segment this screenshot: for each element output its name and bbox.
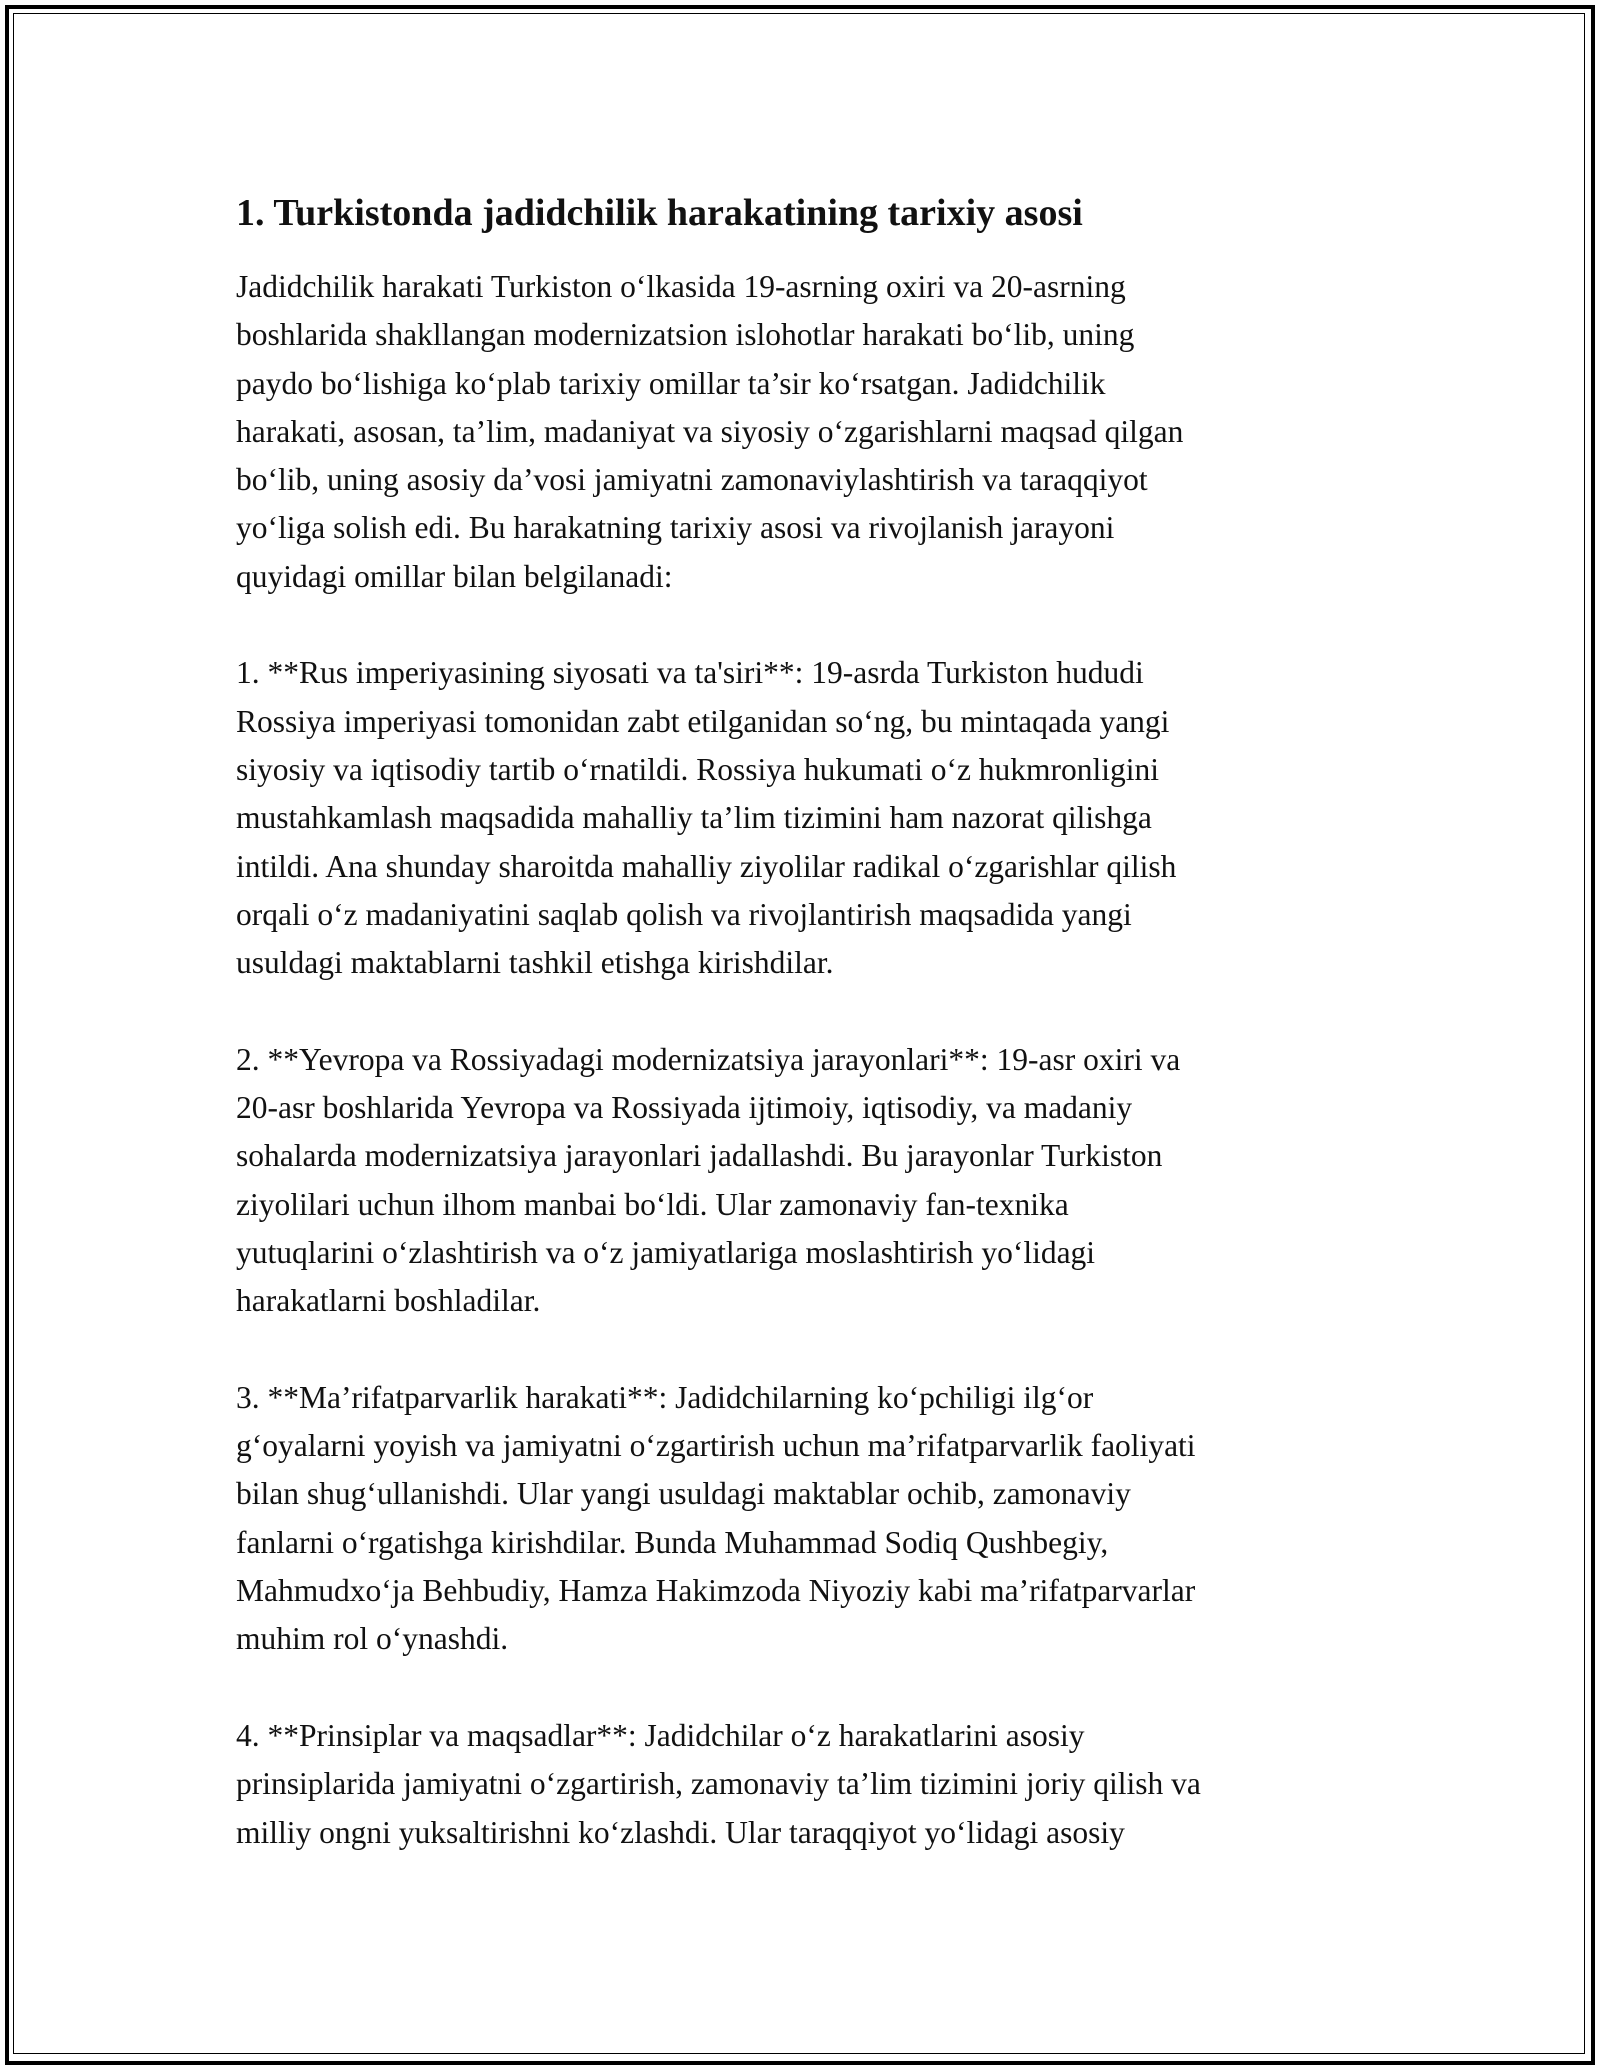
list-item-2-paragraph: [236, 1036, 1366, 1326]
list-item-1-paragraph: [236, 649, 1366, 987]
paragraph-line: milliy ongni yuksaltirishni ko‘zlashdi. Ular taraqqiyot yo‘lidagi asosiy: [236, 1814, 1125, 1850]
paragraph-line: bilan shug‘ullanishdi. Ular yangi usuldagi maktablar ochib, zamonaviy: [236, 1476, 1131, 1512]
paragraph-line: 2. **Yevropa va Rossiyadagi modernizatsiya jarayonlari**: 19-asr oxiri va: [236, 1041, 1181, 1077]
paragraph-line: intildi. Ana shunday sharoitda mahalliy ziyolilar radikal o‘zgarishlar qilish: [236, 848, 1177, 884]
paragraph-line: fanlarni o‘rgatishga kirishdilar. Bunda Muhammad Sodiq Qushbegiy,: [236, 1524, 1109, 1560]
paragraph-line: g‘oyalarni yoyish va jamiyatni o‘zgartirish uchun ma’rifatparvarlik faoliyati: [236, 1428, 1196, 1464]
list-item-4-paragraph: [236, 1712, 1366, 1857]
paragraph-line: Rossiya imperiyasi tomonidan zabt etilganidan so‘ng, bu mintaqada yangi: [236, 703, 1170, 739]
intro-paragraph: [236, 263, 1366, 601]
paragraph-line: harakati, asosan, ta’lim, madaniyat va siyosiy o‘zgarishlarni maqsad qilgan: [236, 413, 1184, 449]
paragraph-line: 20-asr boshlarida Yevropa va Rossiyada ijtimoiy, iqtisodiy, va madaniy: [236, 1090, 1133, 1126]
paragraph-line: sohalarda modernizatsiya jarayonlari jadallashdi. Bu jarayonlar Turkiston: [236, 1138, 1163, 1174]
paragraph-line: 1. **Rus imperiyasining siyosati va ta'siri**: 19-asrda Turkiston hududi: [236, 655, 1144, 691]
paragraph-line: paydo bo‘lishiga ko‘plab tarixiy omillar ta’sir ko‘rsatgan. Jadidchilik: [236, 365, 1106, 401]
paragraph-line: yutuqlarini o‘zlashtirish va o‘z jamiyatlariga moslashtirish yo‘lidagi: [236, 1234, 1096, 1270]
section-heading: 1. Turkistonda jadidchilik harakatining tarixiy asosi: [236, 192, 1083, 234]
paragraph-line: bo‘lib, uning asosiy da’vosi jamiyatni zamonaviylashtirish va taraqqiyot: [236, 462, 1148, 498]
paragraph-line: usuldagi maktablarni tashkil etishga kirishdilar.: [236, 945, 834, 981]
paragraph-line: boshlarida shakllangan modernizatsion islohotlar harakati bo‘lib, uning: [236, 317, 1135, 353]
paragraph-line: Jadidchilik harakati Turkiston o‘lkasida 19-asrning oxiri va 20-asrning: [236, 269, 1126, 304]
paragraph-line: 3. **Ma’rifatparvarlik harakati**: Jadidchilarning ko‘pchiligi ilg‘or: [236, 1379, 1094, 1415]
paragraph-line: prinsiplarida jamiyatni o‘zgartirish, zamonaviy ta’lim tizimini joriy qilish va: [236, 1766, 1201, 1802]
document-body: [236, 183, 1366, 1857]
paragraph-line: orqali o‘z madaniyatini saqlab qolish va rivojlantirish maqsadida yangi: [236, 896, 1132, 932]
paragraph-line: 4. **Prinsiplar va maqsadlar**: Jadidchilar o‘z harakatlarini asosiy: [236, 1717, 1085, 1753]
paragraph-line: mustahkamlash maqsadida mahalliy ta’lim tizimini ham nazorat qilishga: [236, 800, 1152, 836]
paragraph-line: muhim rol o‘ynashdi.: [236, 1621, 509, 1657]
paragraph-line: ziyolilari uchun ilhom manbai bo‘ldi. Ular zamonaviy fan-texnika: [236, 1186, 1069, 1222]
paragraph-line: siyosiy va iqtisodiy tartib o‘rnatildi. Rossiya hukumati o‘z hukmronligini: [236, 751, 1160, 787]
paragraph-line: harakatlarni boshladilar.: [236, 1283, 541, 1319]
list-item-3-paragraph: [236, 1374, 1366, 1664]
paragraph-line: quyidagi omillar bilan belgilanadi:: [236, 558, 673, 594]
paragraph-line: yo‘liga solish edi. Bu harakatning tarixiy asosi va rivojlanish jarayoni: [236, 510, 1115, 546]
paragraph-line: Mahmudxo‘ja Behbudiy, Hamza Hakimzoda Niyoziy kabi ma’rifatparvarlar: [236, 1573, 1196, 1609]
